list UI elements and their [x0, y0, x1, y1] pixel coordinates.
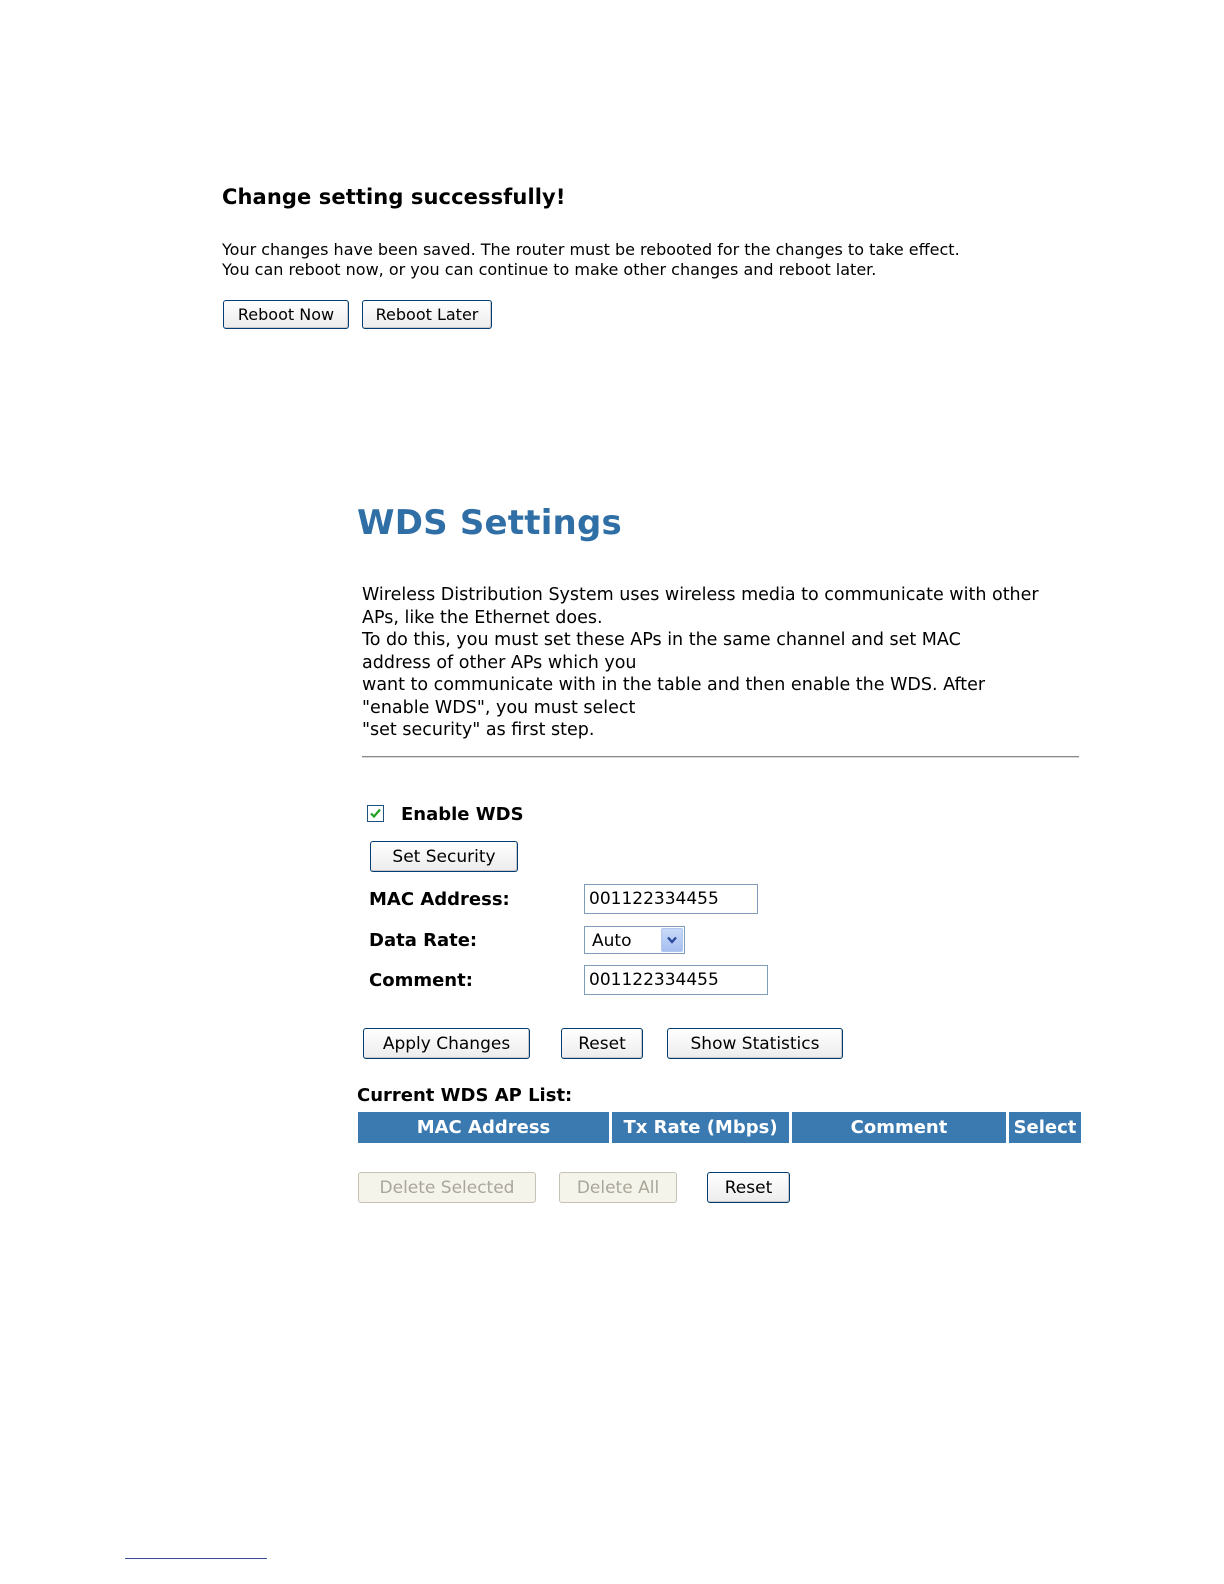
- success-title: Change setting successfully!: [222, 185, 566, 209]
- show-statistics-button[interactable]: Show Statistics: [667, 1028, 843, 1059]
- checkmark-icon: [369, 807, 382, 820]
- column-header-mac-address: MAC Address: [358, 1112, 609, 1143]
- description-line: "enable WDS", you must select: [362, 697, 636, 718]
- enable-wds-checkbox[interactable]: [367, 805, 384, 822]
- description-line: address of other APs which you: [362, 652, 637, 673]
- footnote-rule: [125, 1558, 267, 1559]
- comment-label: Comment:: [369, 970, 473, 991]
- page-title: WDS Settings: [357, 503, 622, 543]
- description-line: want to communicate with in the table and then enable the WDS. After: [362, 675, 986, 695]
- apply-changes-button[interactable]: Apply Changes: [363, 1028, 530, 1059]
- comment-input[interactable]: [584, 965, 768, 995]
- divider: [362, 756, 1079, 758]
- mac-address-label: MAC Address:: [369, 889, 510, 910]
- data-rate-label: Data Rate:: [369, 930, 478, 951]
- reboot-later-button[interactable]: Reboot Later: [362, 300, 492, 329]
- delete-all-button[interactable]: Delete All: [559, 1172, 677, 1203]
- column-header-comment: Comment: [792, 1112, 1006, 1143]
- wds-description: [362, 584, 1039, 742]
- reset-button[interactable]: Reset: [561, 1028, 643, 1059]
- column-header-tx-rate: Tx Rate (Mbps): [612, 1112, 789, 1143]
- wds-ap-list-title: Current WDS AP List:: [357, 1085, 573, 1106]
- description-line: "set security" as first step.: [362, 720, 595, 740]
- description-line: To do this, you must set these APs in the same channel and set MAC: [362, 630, 961, 650]
- data-rate-value: Auto: [592, 931, 632, 951]
- success-message-line-2: You can reboot now, or you can continue to make other changes and reboot later.: [222, 260, 877, 279]
- description-line: Wireless Distribution System uses wireless media to communicate with other: [362, 585, 1039, 605]
- column-header-select: Select: [1009, 1112, 1081, 1143]
- chevron-down-icon[interactable]: [661, 928, 683, 952]
- set-security-button[interactable]: Set Security: [370, 841, 518, 872]
- data-rate-select[interactable]: [584, 926, 685, 954]
- enable-wds-label: Enable WDS: [401, 804, 524, 825]
- success-message: [222, 240, 960, 280]
- success-message-line-1: Your changes have been saved. The router must be rebooted for the changes to take effect.: [222, 240, 960, 259]
- delete-selected-button[interactable]: Delete Selected: [358, 1172, 536, 1203]
- list-reset-button[interactable]: Reset: [707, 1172, 790, 1203]
- description-line: APs, like the Ethernet does.: [362, 607, 603, 628]
- reboot-now-button[interactable]: Reboot Now: [223, 300, 349, 329]
- mac-address-input[interactable]: [584, 884, 758, 914]
